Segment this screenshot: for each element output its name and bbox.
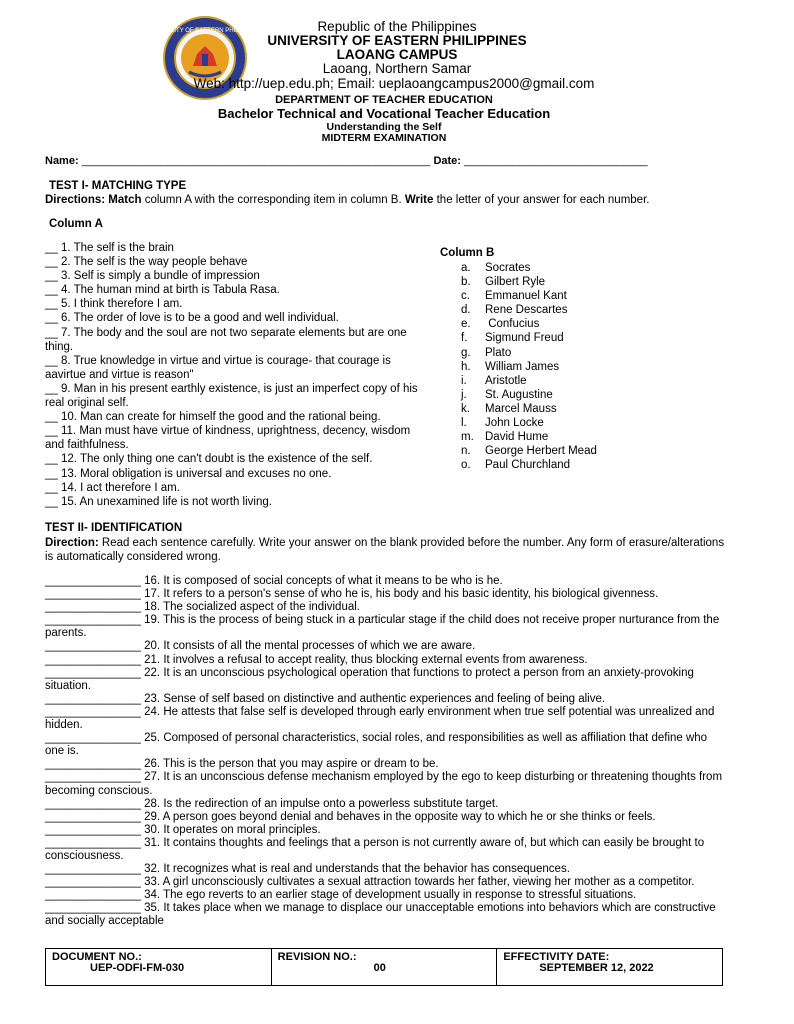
- option-letter: c.: [461, 290, 470, 303]
- effectivity-date-value: SEPTEMBER 12, 2022: [539, 962, 654, 974]
- seal-text: UNIVERSITY OF EASTERN PHILIPPINES: [147, 28, 263, 34]
- list-item: _______________ 29. A person goes beyond denial and behaves in the opposite way to which he or she thinks or feels.: [45, 810, 656, 823]
- list-item: [461, 416, 597, 430]
- list-item: _______________ 34. The ego reverts to an earlier stage of development usually in response to stressful situations.: [45, 889, 637, 902]
- option-letter: d.: [461, 304, 471, 317]
- list-item: _______________ 33. A girl unconsciously cultivates a sexual attraction towards her father, viewing her mother as a competitor.: [45, 876, 695, 889]
- list-item: __ 12. The only thing one can't doubt is the existence of the self.: [45, 453, 373, 466]
- option-name: Aristotle: [485, 374, 527, 387]
- effectivity-date-cell: [497, 949, 722, 985]
- option-name: John Locke: [485, 417, 544, 430]
- list-item: __ 1. The self is the brain: [45, 242, 174, 254]
- option-name: Gilbert Ryle: [485, 276, 546, 289]
- list-item: [461, 289, 597, 303]
- list-item: _______________ 17. It refers to a person's sense of who he is, his body and his basic identity, his biological givenness.: [45, 588, 659, 601]
- column-b-list: [461, 261, 597, 472]
- list-item: _______________ 20. It consists of all the mental processes of which we are aware.: [45, 640, 476, 653]
- list-item: _______________ 24. He attests that false self is developed through early environment when true self potential was unrealized and hidden.: [45, 705, 715, 732]
- list-item: __ 10. Man can create for himself the good and the rational being.: [45, 411, 381, 424]
- name-label: Name:: [45, 155, 79, 167]
- list-item: __ 9. Man in his present earthly existence, is just an imperfect copy of his real original self.: [45, 382, 418, 410]
- test1-dir-text-1: column A with the corresponding item in column B.: [141, 194, 405, 206]
- option-name: Sigmund Freud: [485, 332, 564, 345]
- option-letter: j.: [461, 388, 467, 401]
- revision-number-label: REVISION NO.:: [277, 951, 357, 963]
- list-item: _______________ 32. It recognizes what is real and understands that the behavior has consequences.: [45, 863, 570, 876]
- option-letter: g.: [461, 346, 471, 359]
- test1-dir-text-2: the letter of your answer for each number.: [433, 194, 650, 206]
- option-name: Marcel Mauss: [485, 402, 557, 415]
- option-name: Socrates: [485, 262, 531, 274]
- header-location: Laoang, Northern Samar: [322, 61, 472, 76]
- test1-directions: [45, 193, 649, 207]
- option-letter: o.: [461, 459, 471, 472]
- option-name: Paul Churchland: [485, 459, 571, 472]
- list-item: __ 3. Self is simply a bundle of impression: [45, 270, 260, 283]
- list-item: [461, 458, 597, 472]
- test1-dir-bold-1: Directions: Match: [45, 194, 142, 206]
- list-item: _______________ 19. This is the process of being stuck in a particular stage if the child does not receive proper nurturance from the parents.: [45, 614, 720, 640]
- option-letter: m.: [461, 431, 474, 444]
- header-exam-title: MIDTERM EXAMINATION: [321, 132, 447, 144]
- list-item: [461, 444, 597, 458]
- list-item: [461, 374, 597, 388]
- list-item: __ 11. Man must have virtue of kindness, uprightness, decency, wisdom and faithfulness.: [45, 425, 411, 452]
- list-item: [461, 317, 597, 331]
- test1-title: TEST I- MATCHING TYPE: [49, 180, 187, 192]
- list-item: _______________ 35. It takes place when we manage to displace our unacceptable emotions into behaviors which are constructive and socially acceptable: [45, 902, 716, 928]
- list-item: [461, 430, 597, 444]
- option-name: Confucius: [485, 318, 540, 331]
- list-item: _______________ 30. It operates on moral principles.: [45, 823, 321, 836]
- list-item: __ 5. I think therefore I am.: [45, 298, 183, 311]
- list-item: [461, 261, 597, 275]
- option-name: St. Augustine: [485, 388, 553, 401]
- identification-list: [45, 575, 725, 929]
- test2-directions: [45, 536, 725, 564]
- list-item: [461, 275, 597, 289]
- document-number-cell: [46, 949, 272, 985]
- list-item: [461, 331, 597, 345]
- option-name: Emmanuel Kant: [485, 290, 567, 303]
- name-blank[interactable]: _________________________________________________________: [78, 155, 434, 167]
- document-footer-table: [45, 948, 723, 986]
- header-university: UNIVERSITY OF EASTERN PHILIPPINES: [267, 33, 527, 48]
- list-item: __ 4. The human mind at birth is Tabula Rasa.: [45, 284, 280, 297]
- option-name: Rene Descartes: [485, 304, 568, 317]
- column-a-title: Column A: [49, 218, 103, 230]
- list-item: _______________ 25. Composed of personal characteristics, social roles, and responsibilities as well as affiliation that define who one is.: [45, 732, 708, 758]
- option-letter: i.: [461, 374, 467, 387]
- list-item: [461, 388, 597, 402]
- column-a-list: [45, 241, 425, 509]
- list-item: __ 14. I act therefore I am.: [45, 481, 180, 494]
- option-letter: e.: [461, 318, 471, 331]
- option-letter: f.: [461, 332, 468, 345]
- list-item: __ 2. The self is the way people behave: [45, 256, 248, 269]
- test2-dir-text: Read each sentence carefully. Write your answer on the blank provided before the number. Any form of erasure/alterations is automatically considered wrong.: [45, 537, 725, 563]
- list-item: _______________ 23. Sense of self based on distinctive and authentic experiences and feeling of being alive.: [45, 692, 606, 705]
- list-item: _______________ 18. The socialized aspect of the individual.: [45, 601, 360, 614]
- list-item: _______________ 22. It is an unconscious psychological operation that functions to protect a person from an anxiety-provoking situation.: [45, 666, 694, 692]
- header-program: Bachelor Technical and Vocational Teacher Education: [217, 106, 551, 121]
- date-blank[interactable]: ______________________________: [460, 155, 648, 167]
- option-letter: l.: [461, 417, 467, 430]
- option-letter: h.: [461, 360, 471, 373]
- option-name: George Herbert Mead: [485, 445, 597, 458]
- list-item: __ 6. The order of love is to be a good and well individual.: [45, 312, 339, 325]
- list-item: _______________ 21. It involves a refusal to accept reality, thus blocking external events from awareness.: [45, 653, 588, 666]
- list-item: [461, 303, 597, 317]
- option-name: David Hume: [485, 431, 549, 444]
- list-item: _______________ 26. This is the person that you may aspire or dream to be.: [45, 758, 439, 771]
- list-item: [461, 360, 597, 374]
- list-item: _______________ 28. Is the redirection of an impulse onto a powerless substitute target.: [45, 797, 499, 810]
- document-number-label: DOCUMENT NO.:: [52, 951, 142, 963]
- list-item: [461, 402, 597, 416]
- list-item: _______________ 16. It is composed of social concepts of what it means to be who is he.: [45, 575, 503, 587]
- column-b-title: Column B: [440, 247, 495, 259]
- option-letter: b.: [461, 276, 471, 289]
- name-date-line: [45, 155, 648, 167]
- revision-number-value: 00: [373, 962, 386, 974]
- revision-number-cell: [272, 949, 498, 985]
- date-label: Date:: [433, 155, 461, 167]
- document-number-value: UEP-ODFI-FM-030: [90, 962, 185, 974]
- option-letter: k.: [461, 402, 470, 415]
- list-item: __ 15. An unexamined life is not worth living.: [45, 495, 272, 508]
- option-name: William James: [485, 360, 560, 373]
- header-republic: Republic of the Philippines: [317, 19, 477, 34]
- test2-title: TEST II- IDENTIFICATION: [45, 522, 183, 534]
- header-campus: LAOANG CAMPUS: [336, 47, 458, 62]
- header-web-email: Web: http://uep.edu.ph; Email: ueplaoangcampus2000@gmail.com: [193, 76, 595, 91]
- header-course: Understanding the Self: [326, 121, 442, 133]
- option-letter: a.: [461, 262, 471, 274]
- header-department: DEPARTMENT OF TEACHER EDUCATION: [275, 94, 493, 106]
- list-item: _______________ 31. It contains thoughts and feelings that a person is not currently aware of, but which can easily be brought to consciousness.: [45, 836, 705, 862]
- test2-dir-label: Direction:: [45, 537, 99, 549]
- list-item: __ 13. Moral obligation is universal and excuses no one.: [45, 467, 332, 480]
- option-letter: n.: [461, 445, 471, 458]
- test1-dir-bold-2: Write: [404, 194, 434, 206]
- effectivity-date-label: EFFECTIVITY DATE:: [503, 951, 610, 963]
- list-item: __ 8. True knowledge in virtue and virtue is courage- that courage is aavirtue and virtue is reason": [45, 354, 391, 381]
- option-name: Plato: [485, 346, 512, 359]
- list-item: __ 7. The body and the soul are not two separate elements but are one thing.: [45, 326, 407, 353]
- list-item: [461, 346, 597, 360]
- list-item: _______________ 27. It is an unconscious defense mechanism employed by the ego to keep disturbing or threatening thoughts from becoming conscious.: [45, 771, 723, 797]
